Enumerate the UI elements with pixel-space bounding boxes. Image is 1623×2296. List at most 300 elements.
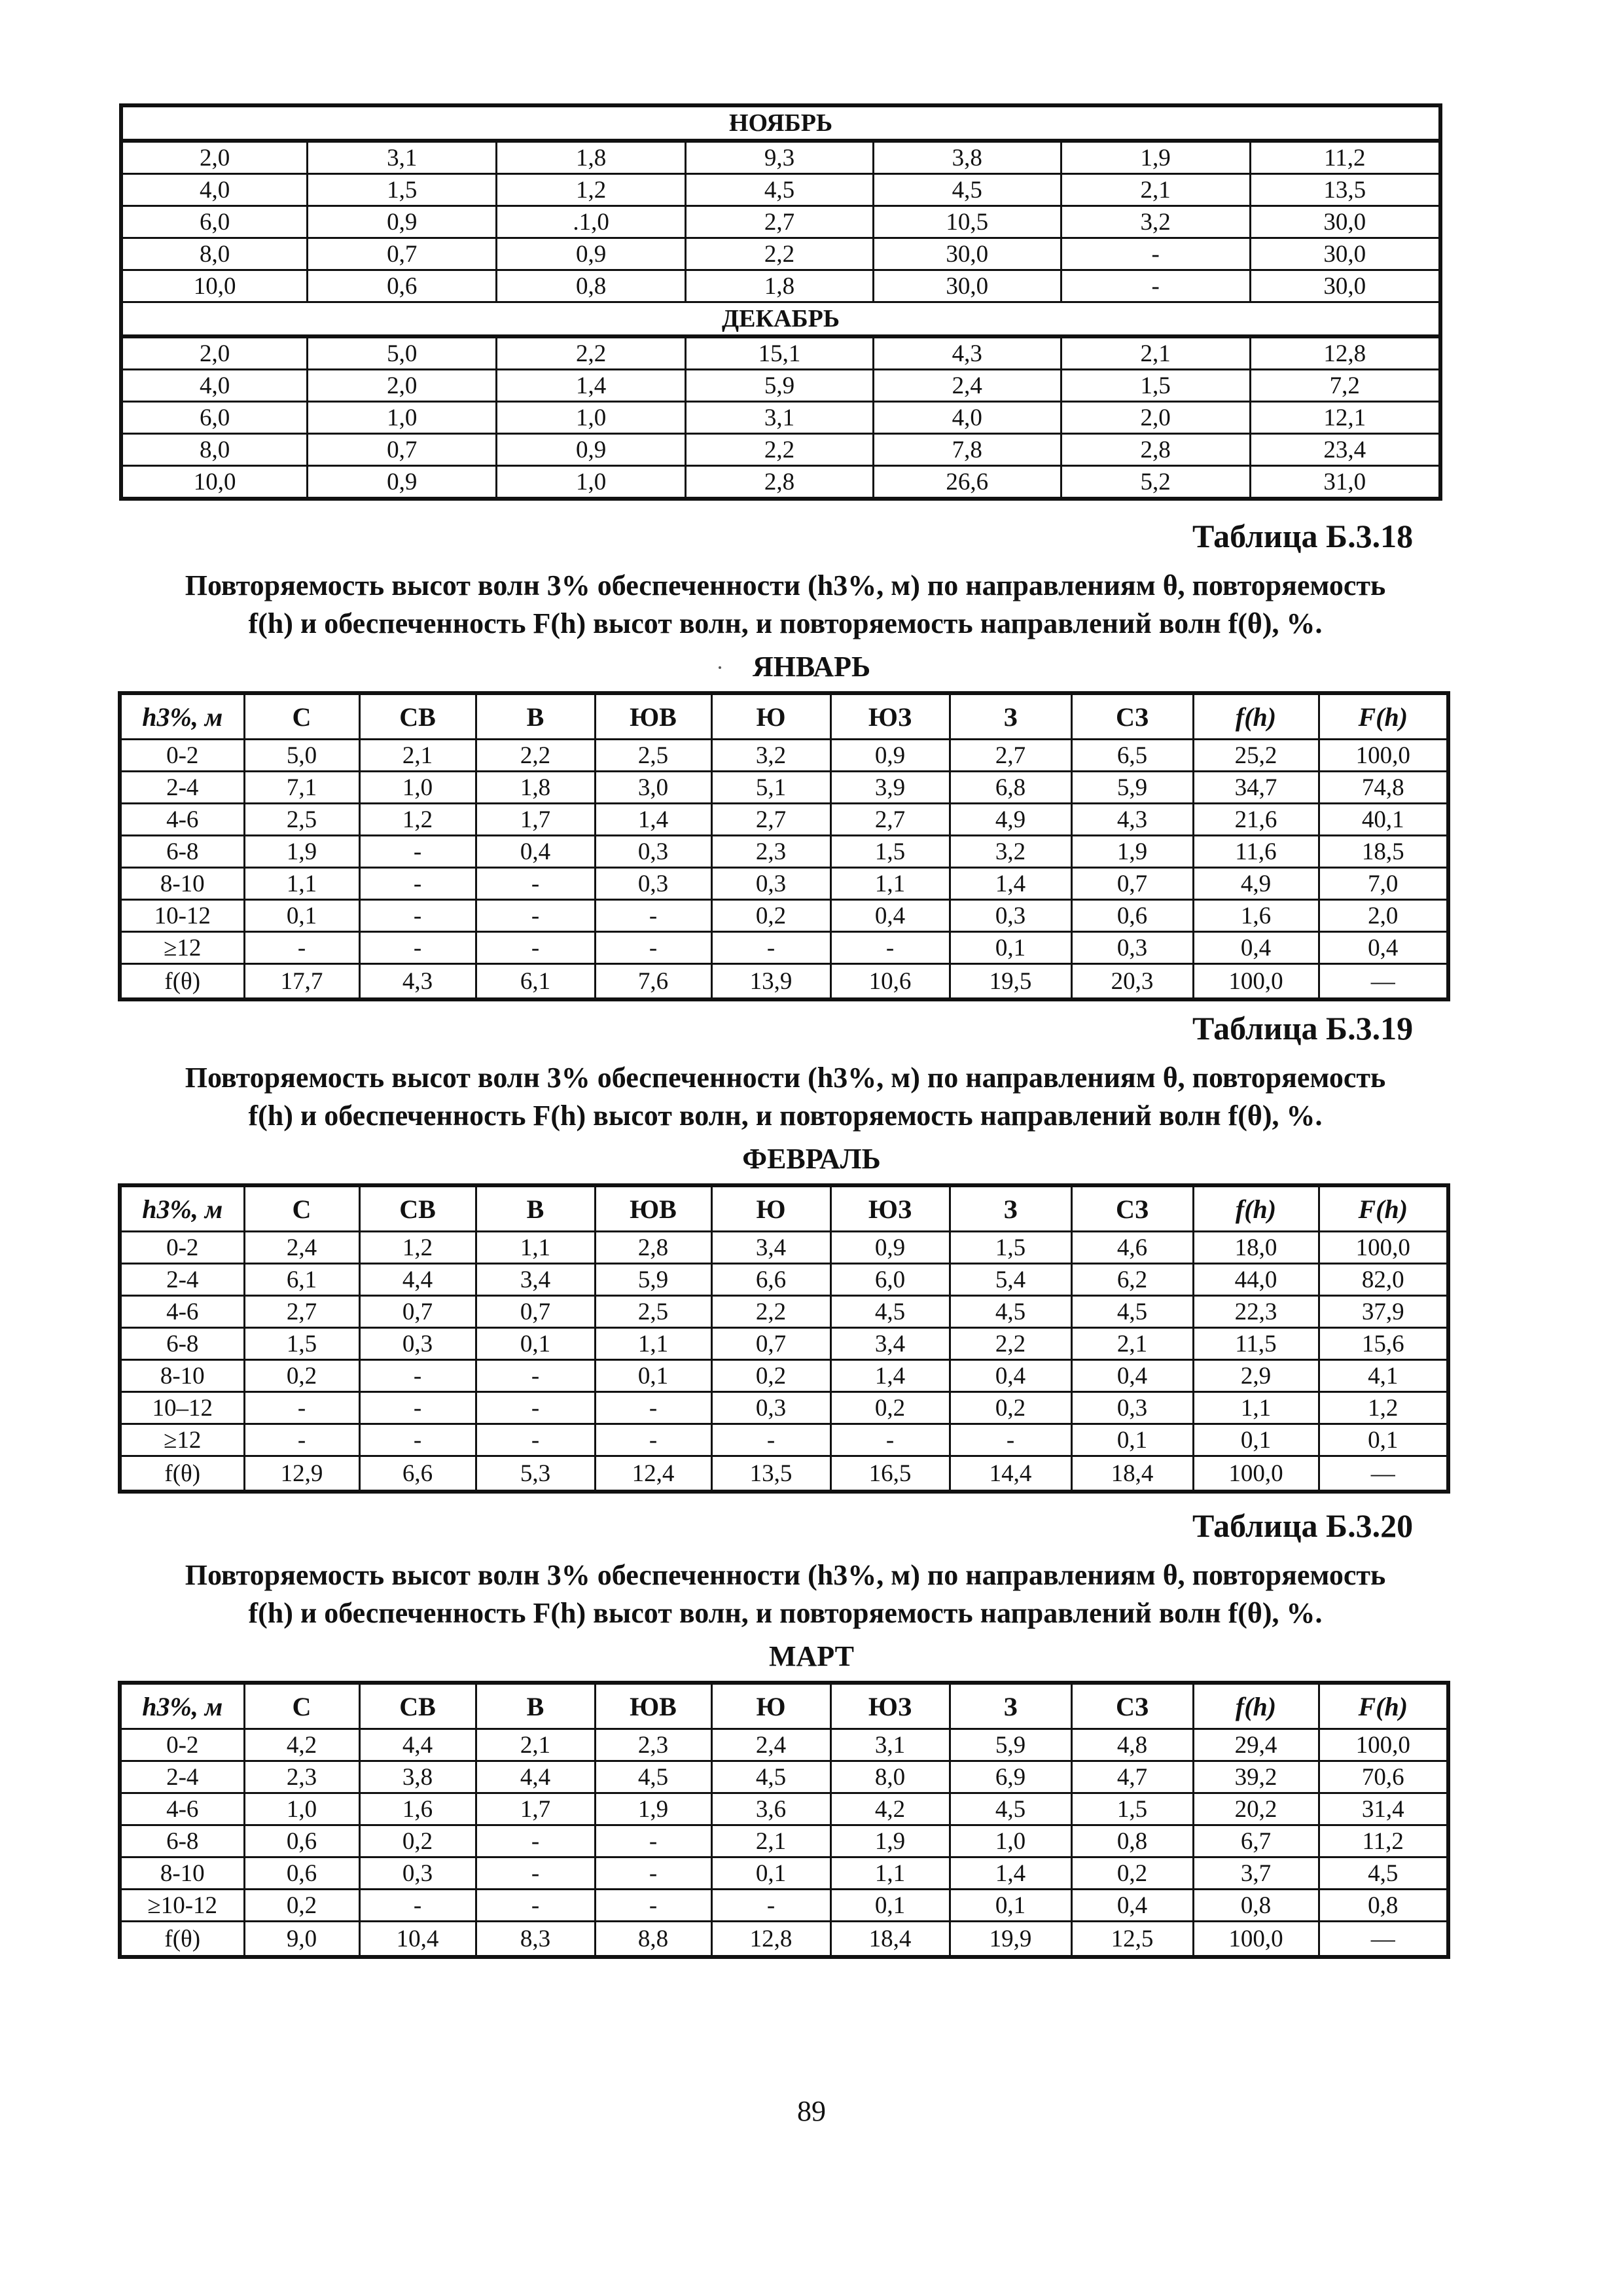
- table-cell: 1,4: [950, 1857, 1071, 1890]
- table-cell: 0,3: [711, 1392, 830, 1424]
- description-line: f(h) и обеспеченность F(h) высот волн, и повторяемость направлений волн f(θ), %.: [248, 607, 1323, 639]
- table-cell: 1,4: [950, 868, 1071, 900]
- table-cell: -: [244, 932, 359, 964]
- table-cell: 2,0: [121, 141, 308, 174]
- table-cell: 7,1: [244, 772, 359, 804]
- table-cell: 2,8: [1061, 434, 1250, 466]
- row-header: 0-2: [120, 1729, 244, 1761]
- table-cell: 0,9: [497, 434, 686, 466]
- description-line: f(h) и обеспеченность F(h) высот волн, и повторяемость направлений волн f(θ), %.: [248, 1597, 1323, 1629]
- table-cell: 0,6: [1071, 900, 1193, 932]
- column-header: СЗ: [1071, 1185, 1193, 1232]
- table-cell: -: [950, 1424, 1071, 1456]
- table-cell: 5,1: [711, 772, 830, 804]
- table-cell: 30,0: [1250, 206, 1440, 238]
- table-cell: 26,6: [873, 466, 1061, 499]
- table-cell: 100,0: [1193, 964, 1319, 1000]
- table-row: [120, 964, 1448, 1000]
- table-row: [120, 1264, 1448, 1296]
- table-cell: 2,2: [497, 336, 686, 370]
- table-cell: 39,2: [1193, 1761, 1319, 1793]
- description-line: Повторяемость высот волн 3% обеспеченности (h3%, м) по направлениям θ, повторяемость: [185, 569, 1386, 601]
- table-cell: -: [476, 1392, 595, 1424]
- table-cell: 5,9: [950, 1729, 1071, 1761]
- column-header: Ю: [711, 1683, 830, 1729]
- column-header: F(h): [1319, 693, 1448, 740]
- table-cell: 2,3: [711, 836, 830, 868]
- table-cell: 0,9: [308, 206, 497, 238]
- table-cell: 19,5: [950, 964, 1071, 1000]
- table-cell: 1,6: [1193, 900, 1319, 932]
- table-cell: 100,0: [1193, 1922, 1319, 1958]
- table-cell: 1,0: [308, 402, 497, 434]
- table-cell: 0,1: [595, 1360, 711, 1392]
- table-cell: 8,3: [476, 1922, 595, 1958]
- table-cell: 2,1: [476, 1729, 595, 1761]
- table-cell: 31,0: [1250, 466, 1440, 499]
- table-cell: 4,3: [359, 964, 476, 1000]
- table-row: [121, 370, 1440, 402]
- column-header: СЗ: [1071, 693, 1193, 740]
- table-cell: 7,2: [1250, 370, 1440, 402]
- table-cell: -: [595, 1825, 711, 1857]
- column-header: h3%, м: [120, 1683, 244, 1729]
- table-cell: 1,4: [595, 804, 711, 836]
- table-cell: 5,0: [244, 740, 359, 772]
- table-cell: 8,0: [121, 434, 308, 466]
- table-caption: Таблица Б.3.20: [1192, 1507, 1414, 1544]
- row-header: 8-10: [120, 868, 244, 900]
- table-cell: 11,2: [1319, 1825, 1448, 1857]
- table-cell: 2,9: [1193, 1360, 1319, 1392]
- table-cell: 9,3: [686, 141, 874, 174]
- table-cell: 100,0: [1319, 740, 1448, 772]
- table-cell: 100,0: [1193, 1456, 1319, 1492]
- table-cell: 3,8: [359, 1761, 476, 1793]
- table-cell: 4,3: [1071, 804, 1193, 836]
- column-header: З: [950, 693, 1071, 740]
- table-cell: 6,0: [121, 206, 308, 238]
- table-cell: 0,7: [359, 1296, 476, 1328]
- row-header: 8-10: [120, 1360, 244, 1392]
- table-cell: 25,2: [1193, 740, 1319, 772]
- table-cell: 10,0: [121, 270, 308, 302]
- table-cell: 0,8: [1071, 1825, 1193, 1857]
- table-cell: -: [1061, 238, 1250, 270]
- column-header: С: [244, 1185, 359, 1232]
- table-cell: 0,1: [950, 1890, 1071, 1922]
- header-row: [120, 693, 1448, 740]
- table-cell: 2,2: [711, 1296, 830, 1328]
- table-cell: -: [711, 932, 830, 964]
- table-cell: 2,7: [950, 740, 1071, 772]
- table-cell: 2,5: [244, 804, 359, 836]
- month-label: ДЕКАБРЬ: [121, 302, 1440, 337]
- table-cell: 1,6: [359, 1793, 476, 1825]
- table-cell: 100,0: [1319, 1232, 1448, 1264]
- table-cell: 10,5: [873, 206, 1061, 238]
- table-cell: 1,9: [1071, 836, 1193, 868]
- table-row: [120, 1890, 1448, 1922]
- month-title: МАРТ: [768, 1640, 855, 1672]
- table-cell: 4,5: [686, 174, 874, 206]
- table-cell: 2,7: [830, 804, 950, 836]
- page-number: 89: [797, 2095, 826, 2127]
- table-cell: 1,7: [476, 1793, 595, 1825]
- column-header: В: [476, 1683, 595, 1729]
- table-cell: 4,0: [873, 402, 1061, 434]
- table-cell: 1,8: [476, 772, 595, 804]
- table-cell: -: [595, 932, 711, 964]
- table-header: [120, 1185, 1448, 1232]
- table-row: [120, 1456, 1448, 1492]
- table-cell: 13,9: [711, 964, 830, 1000]
- table-cell: 4,0: [121, 370, 308, 402]
- table-cell: -: [476, 1890, 595, 1922]
- column-header: ЮВ: [595, 1683, 711, 1729]
- table-cell: 18,0: [1193, 1232, 1319, 1264]
- table-row: [120, 1424, 1448, 1456]
- table-cell: 0,9: [497, 238, 686, 270]
- row-header: 6-8: [120, 1825, 244, 1857]
- table-cell: 6,6: [359, 1456, 476, 1492]
- table-row: [120, 1328, 1448, 1360]
- wave-table: [118, 1681, 1450, 1959]
- table-cell: 1,8: [686, 270, 874, 302]
- column-header: ЮЗ: [830, 1185, 950, 1232]
- table-cell: 2,8: [686, 466, 874, 499]
- table-cell: 1,1: [830, 868, 950, 900]
- table-cell: 2,2: [686, 238, 874, 270]
- table-row: [120, 868, 1448, 900]
- table-cell: -: [359, 1360, 476, 1392]
- table-cell: -: [1061, 270, 1250, 302]
- table-row: [120, 1761, 1448, 1793]
- row-header: f(θ): [120, 1456, 244, 1492]
- table-row: [120, 1392, 1448, 1424]
- table-cell: 11,5: [1193, 1328, 1319, 1360]
- table-cell: 3,1: [830, 1729, 950, 1761]
- table-cell: 0,9: [830, 740, 950, 772]
- row-header: 4-6: [120, 1296, 244, 1328]
- table-cell: 0,1: [711, 1857, 830, 1890]
- column-header: З: [950, 1683, 1071, 1729]
- column-header: В: [476, 1185, 595, 1232]
- table-cell: 3,6: [711, 1793, 830, 1825]
- table-cell: 1,5: [830, 836, 950, 868]
- table-cell: 2,2: [476, 740, 595, 772]
- table-cell: 6,8: [950, 772, 1071, 804]
- table-cell: 0,1: [244, 900, 359, 932]
- table-cell: 2,4: [711, 1729, 830, 1761]
- table-row: [121, 174, 1440, 206]
- row-header: 10-12: [120, 900, 244, 932]
- table-cell: 3,1: [308, 141, 497, 174]
- description-line: Повторяемость высот волн 3% обеспеченности (h3%, м) по направлениям θ, повторяемость: [185, 1559, 1386, 1591]
- table-cell: 0,2: [244, 1890, 359, 1922]
- table-cell: 0,4: [1319, 932, 1448, 964]
- table-cell: 4,4: [359, 1264, 476, 1296]
- table-cell: 1,0: [497, 402, 686, 434]
- table-cell: 1,1: [595, 1328, 711, 1360]
- table-cell: -: [476, 1360, 595, 1392]
- table-cell: 4,9: [1193, 868, 1319, 900]
- column-header: f(h): [1193, 1185, 1319, 1232]
- month-title: ЯНВАРЬ: [752, 651, 871, 683]
- table-cell: 0,3: [359, 1857, 476, 1890]
- table-cell: -: [476, 1825, 595, 1857]
- table-cell: -: [830, 932, 950, 964]
- column-header: F(h): [1319, 1185, 1448, 1232]
- table-cell: -: [595, 1392, 711, 1424]
- row-header: 10–12: [120, 1392, 244, 1424]
- table-cell: 0,1: [1193, 1424, 1319, 1456]
- table-cell: 2,1: [1061, 336, 1250, 370]
- table-cell: 0,8: [497, 270, 686, 302]
- table-row: [120, 1857, 1448, 1890]
- table-cell: -: [359, 1392, 476, 1424]
- table-cell: 0,8: [1319, 1890, 1448, 1922]
- table-cell: 6,1: [476, 964, 595, 1000]
- header-row: [120, 1683, 1448, 1729]
- table-cell: 9,0: [244, 1922, 359, 1958]
- table-cell: -: [359, 932, 476, 964]
- table-cell: 2,1: [1071, 1328, 1193, 1360]
- table-cell: 1,9: [830, 1825, 950, 1857]
- table-cell: 1,1: [1193, 1392, 1319, 1424]
- table-cell: 0,2: [1071, 1857, 1193, 1890]
- table-row: [120, 772, 1448, 804]
- table-cell: 0,3: [359, 1328, 476, 1360]
- table-cell: 5,2: [1061, 466, 1250, 499]
- table-cell: 2,1: [1061, 174, 1250, 206]
- table-cell: 3,2: [1061, 206, 1250, 238]
- table-cell: 18,4: [830, 1922, 950, 1958]
- table-cell: 0,3: [1071, 1392, 1193, 1424]
- table-row: [120, 1360, 1448, 1392]
- table-cell: 1,5: [308, 174, 497, 206]
- table-cell: 4,3: [873, 336, 1061, 370]
- table-cell: 11,6: [1193, 836, 1319, 868]
- table-cell: 0,2: [711, 900, 830, 932]
- column-header: З: [950, 1185, 1071, 1232]
- table-cell: 3,4: [476, 1264, 595, 1296]
- table-cell: 0,4: [1071, 1890, 1193, 1922]
- table-cell: 31,4: [1319, 1793, 1448, 1825]
- table-cell: 4,2: [830, 1793, 950, 1825]
- table-cell: 3,0: [595, 772, 711, 804]
- column-header: ЮЗ: [830, 693, 950, 740]
- table-cell: 4,9: [950, 804, 1071, 836]
- table-cell: 2,8: [595, 1232, 711, 1264]
- table-cell: 0,4: [476, 836, 595, 868]
- table-cell: 30,0: [873, 270, 1061, 302]
- table-row: [121, 336, 1440, 370]
- table-cell: 20,2: [1193, 1793, 1319, 1825]
- column-header: ЮВ: [595, 693, 711, 740]
- table-row: [120, 836, 1448, 868]
- table-cell: -: [476, 1424, 595, 1456]
- table-cell: 0,2: [244, 1360, 359, 1392]
- table-cell: 5,9: [1071, 772, 1193, 804]
- table-cell: 0,1: [476, 1328, 595, 1360]
- row-header: f(θ): [120, 964, 244, 1000]
- table-cell: 0,4: [1071, 1360, 1193, 1392]
- table-cell: 2,0: [1319, 900, 1448, 932]
- table-row: [120, 900, 1448, 932]
- table-cell: 1,4: [830, 1360, 950, 1392]
- table-cell: 2,1: [711, 1825, 830, 1857]
- table-cell: 7,8: [873, 434, 1061, 466]
- table-cell: 1,5: [950, 1232, 1071, 1264]
- column-header: СВ: [359, 693, 476, 740]
- table-cell: 3,4: [830, 1328, 950, 1360]
- table-cell: 1,7: [476, 804, 595, 836]
- table-cell: 0,9: [308, 466, 497, 499]
- table-cell: 1,0: [497, 466, 686, 499]
- column-header: ЮЗ: [830, 1683, 950, 1729]
- column-header: f(h): [1193, 693, 1319, 740]
- table-cell: 12,1: [1250, 402, 1440, 434]
- table-cell: 1,0: [359, 772, 476, 804]
- table-cell: 100,0: [1319, 1729, 1448, 1761]
- wave-table: [118, 691, 1450, 1001]
- table-cell: -: [711, 1890, 830, 1922]
- table-cell: 6,7: [1193, 1825, 1319, 1857]
- table-cell: 14,4: [950, 1456, 1071, 1492]
- table-cell: 2,5: [595, 1296, 711, 1328]
- table-cell: 2,7: [244, 1296, 359, 1328]
- row-header: 0-2: [120, 1232, 244, 1264]
- table-cell: 10,6: [830, 964, 950, 1000]
- table-row: [120, 804, 1448, 836]
- table-cell: 0,3: [950, 900, 1071, 932]
- table-cell: 5,3: [476, 1456, 595, 1492]
- table-cell: 2,3: [244, 1761, 359, 1793]
- row-header: ≥12: [120, 932, 244, 964]
- table-cell: 11,2: [1250, 141, 1440, 174]
- table-caption: Таблица Б.3.18: [1192, 518, 1414, 554]
- table-cell: 1,2: [359, 804, 476, 836]
- table-cell: 1,1: [476, 1232, 595, 1264]
- table-body: [120, 1232, 1448, 1492]
- table-cell: 17,7: [244, 964, 359, 1000]
- table-cell: —: [1319, 1456, 1448, 1492]
- table-cell: 8,0: [830, 1761, 950, 1793]
- table-cell: 7,0: [1319, 868, 1448, 900]
- table-cell: 12,9: [244, 1456, 359, 1492]
- table-cell: 22,3: [1193, 1296, 1319, 1328]
- table-cell: 15,1: [686, 336, 874, 370]
- table-cell: 2,4: [244, 1232, 359, 1264]
- column-header: С: [244, 1683, 359, 1729]
- table-cell: -: [595, 1424, 711, 1456]
- table-cell: 1,5: [244, 1328, 359, 1360]
- table-cell: —: [1319, 1922, 1448, 1958]
- table-cell: -: [359, 836, 476, 868]
- column-header: h3%, м: [120, 1185, 244, 1232]
- table-cell: 0,3: [1071, 932, 1193, 964]
- table-cell: 1,1: [830, 1857, 950, 1890]
- table-row: [121, 206, 1440, 238]
- table-cell: 1,1: [244, 868, 359, 900]
- row-header: 2-4: [120, 1761, 244, 1793]
- row-header: ≥10-12: [120, 1890, 244, 1922]
- table-cell: 70,6: [1319, 1761, 1448, 1793]
- table-cell: 5,9: [686, 370, 874, 402]
- table-cell: 74,8: [1319, 772, 1448, 804]
- table-cell: 0,1: [1319, 1424, 1448, 1456]
- table-cell: 12,4: [595, 1456, 711, 1492]
- table-cell: 4,5: [830, 1296, 950, 1328]
- table-cell: -: [476, 868, 595, 900]
- row-header: 6-8: [120, 836, 244, 868]
- table-row: [120, 1825, 1448, 1857]
- row-header: ≥12: [120, 1424, 244, 1456]
- table-cell: 30,0: [1250, 270, 1440, 302]
- month-label: НОЯБРЬ: [121, 105, 1440, 141]
- table-cell: 0,4: [950, 1360, 1071, 1392]
- table-cell: 4,5: [950, 1296, 1071, 1328]
- header-row: [120, 1185, 1448, 1232]
- table-cell: -: [244, 1392, 359, 1424]
- table-cell: 1,8: [497, 141, 686, 174]
- table-cell: 44,0: [1193, 1264, 1319, 1296]
- table-cell: 6,2: [1071, 1264, 1193, 1296]
- table-cell: 0,7: [308, 434, 497, 466]
- table-row: [120, 932, 1448, 964]
- row-header: 2-4: [120, 1264, 244, 1296]
- table-cell: 21,6: [1193, 804, 1319, 836]
- table-caption: Таблица Б.3.19: [1192, 1010, 1414, 1047]
- table-cell: 16,5: [830, 1456, 950, 1492]
- table-cell: -: [244, 1424, 359, 1456]
- table-cell: 4,5: [1071, 1296, 1193, 1328]
- table-cell: 1,5: [1061, 370, 1250, 402]
- table-cell: 8,8: [595, 1922, 711, 1958]
- table-cell: 1,2: [1319, 1392, 1448, 1424]
- table-cell: 15,6: [1319, 1328, 1448, 1360]
- table-cell: 37,9: [1319, 1296, 1448, 1328]
- column-header: Ю: [711, 1185, 830, 1232]
- row-header: 0-2: [120, 740, 244, 772]
- table-cell: 23,4: [1250, 434, 1440, 466]
- table-cell: 0,2: [711, 1360, 830, 1392]
- table-cell: 3,2: [711, 740, 830, 772]
- table-cell: 0,6: [244, 1825, 359, 1857]
- table-cell: 4,6: [1071, 1232, 1193, 1264]
- table-cell: 4,5: [950, 1793, 1071, 1825]
- table-cell: -: [476, 932, 595, 964]
- table-cell: 12,8: [1250, 336, 1440, 370]
- column-header: СВ: [359, 1683, 476, 1729]
- column-header: СВ: [359, 1185, 476, 1232]
- table-cell: -: [595, 900, 711, 932]
- table-cell: 6,0: [121, 402, 308, 434]
- table-row: [120, 1296, 1448, 1328]
- row-header: 8-10: [120, 1857, 244, 1890]
- table-cell: 13,5: [711, 1456, 830, 1492]
- table-cell: 3,4: [711, 1232, 830, 1264]
- table-cell: 1,5: [1071, 1793, 1193, 1825]
- table-description: [98, 1059, 1472, 1135]
- table-row: [121, 238, 1440, 270]
- table-row: [120, 1793, 1448, 1825]
- table-cell: 6,9: [950, 1761, 1071, 1793]
- table-cell: 10,0: [121, 466, 308, 499]
- table-cell: 4,5: [595, 1761, 711, 1793]
- table-cell: 1,2: [497, 174, 686, 206]
